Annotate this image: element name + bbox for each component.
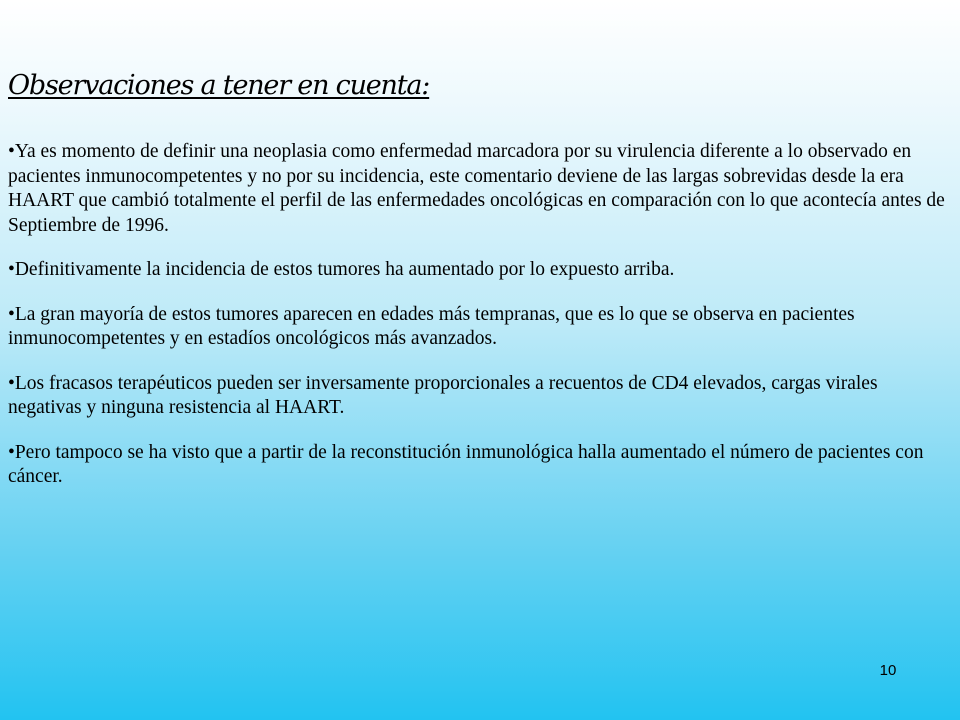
- bullet-item: • Los fracasos terapéuticos pueden ser inversamente proporcionales a recuentos de CD4 elevados, cargas virales negativas y ninguna resistencia al HAART.: [8, 372, 954, 421]
- bullet-item: • Ya es momento de definir una neoplasia como enfermedad marcadora por su virulencia diferente a lo observado en pacientes inmunocompetentes y no por su incidencia, este comentario deviene de las largas sobrevidas desde la era HAART que cambió totalmente el perfil de las enfermedades oncológicas en comparación con lo que acontecía antes de Septiembre de 1996.: [8, 140, 954, 238]
- bullet-item: • Pero tampoco se ha visto que a partir de la reconstitución inmunológica halla aumentado el número de pacientes con cáncer.: [8, 441, 954, 490]
- page-number: 10: [879, 662, 897, 679]
- bullet-list: [8, 140, 954, 510]
- slide-title: Observaciones a tener en cuenta:: [8, 70, 430, 101]
- bullet-item: • Definitivamente la incidencia de estos tumores ha aumentado por lo expuesto arriba.: [8, 258, 954, 283]
- bullet-item: • La gran mayoría de estos tumores aparecen en edades más tempranas, que es lo que se observa en pacientes inmunocompetentes y en estadíos oncológicos más avanzados.: [8, 303, 954, 352]
